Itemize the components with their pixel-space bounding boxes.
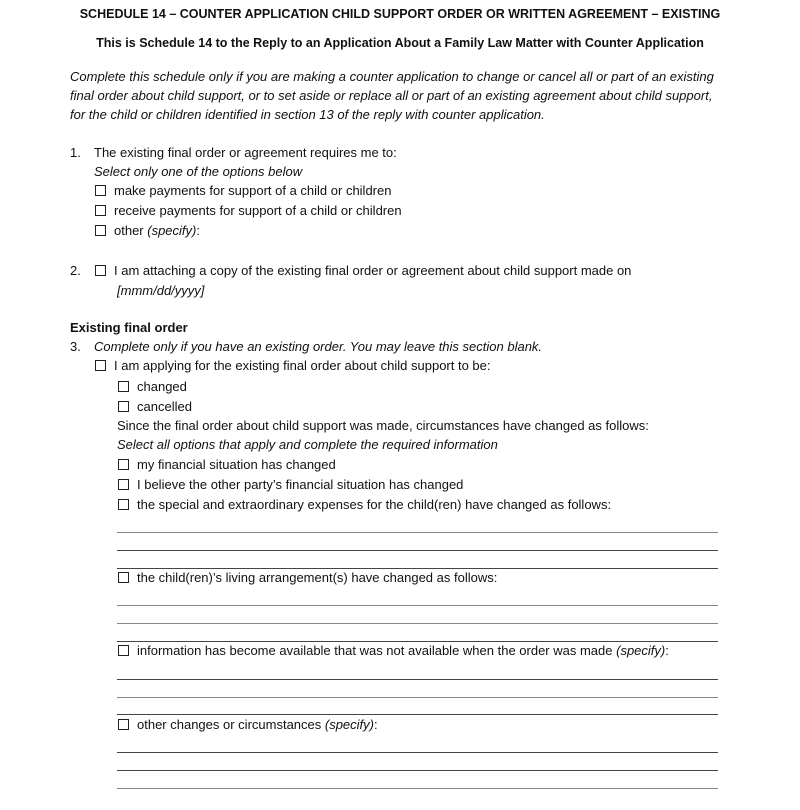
checkbox[interactable] <box>95 265 106 276</box>
option-my-financial-situation[interactable] <box>118 457 336 473</box>
option-label: the special and extraordinary expenses for the child(ren) have changed as follows: <box>137 497 612 512</box>
question-1-instruction: Select only one of the options below <box>94 164 303 179</box>
write-in-line[interactable] <box>117 532 718 533</box>
option-receive-payments[interactable] <box>95 203 402 219</box>
write-in-line[interactable] <box>117 550 718 551</box>
schedule-title: SCHEDULE 14 – COUNTER APPLICATION CHILD SUPPORT ORDER OR WRITTEN AGREEMENT – EXISTING <box>79 7 721 21</box>
checkbox[interactable] <box>118 719 129 730</box>
write-in-line[interactable] <box>117 752 718 753</box>
option-cancelled[interactable] <box>118 399 192 415</box>
option-attaching-copy[interactable] <box>95 263 631 279</box>
specify-hint: (specify) <box>324 717 374 732</box>
option-special-expenses[interactable] <box>118 497 611 513</box>
option-new-information[interactable] <box>118 643 669 659</box>
option-changed[interactable] <box>118 379 187 395</box>
option-label: I am applying for the existing final order about child support to be: <box>114 358 491 373</box>
option-label: information has become available that was not available when the order was made <box>137 643 617 658</box>
option-label: receive payments for support of a child or children <box>114 203 402 218</box>
option-living-arrangements[interactable] <box>118 570 497 586</box>
colon: : <box>196 223 200 238</box>
question-2-number: 2. <box>70 263 81 278</box>
checkbox[interactable] <box>95 205 106 216</box>
section-heading-existing-final-order: Existing final order <box>70 320 188 335</box>
intro-line-2: final order about child support, or to set aside or replace all or part of an existing agreement about child support, <box>70 88 713 103</box>
write-in-line[interactable] <box>117 641 718 642</box>
option-other-party-financial[interactable] <box>118 477 463 493</box>
intro-line-1: Complete this schedule only if you are making a counter application to change or cancel all or part of an existing <box>70 69 714 84</box>
option-other-changes[interactable] <box>118 717 378 733</box>
write-in-line[interactable] <box>117 679 718 680</box>
option-label: cancelled <box>137 399 192 414</box>
checkbox[interactable] <box>95 185 106 196</box>
option-label: my financial situation has changed <box>137 457 336 472</box>
write-in-line[interactable] <box>117 714 718 715</box>
checkbox[interactable] <box>118 401 129 412</box>
write-in-line[interactable] <box>117 770 718 771</box>
option-label: the child(ren)’s living arrangement(s) have changed as follows: <box>137 570 498 585</box>
checkbox[interactable] <box>118 499 129 510</box>
intro-line-3: for the child or children identified in section 13 of the reply with counter application. <box>70 107 545 122</box>
question-3-number: 3. <box>70 339 81 354</box>
specify-hint: (specify) <box>616 643 666 658</box>
checkbox[interactable] <box>118 479 129 490</box>
colon: : <box>374 717 378 732</box>
date-field[interactable]: [mmm/dd/yyyy] <box>117 283 205 298</box>
write-in-line[interactable] <box>117 605 718 606</box>
option-label: changed <box>137 379 187 394</box>
option-applying[interactable] <box>95 358 491 374</box>
question-1-text: The existing final order or agreement requires me to: <box>94 145 397 160</box>
checkbox[interactable] <box>118 381 129 392</box>
write-in-line[interactable] <box>117 623 718 624</box>
option-other[interactable] <box>95 223 200 239</box>
checkbox[interactable] <box>95 360 106 371</box>
colon: : <box>665 643 669 658</box>
checkbox[interactable] <box>95 225 106 236</box>
question-1-number: 1. <box>70 145 81 160</box>
checkbox[interactable] <box>118 572 129 583</box>
checkbox[interactable] <box>118 645 129 656</box>
write-in-line[interactable] <box>117 568 718 569</box>
option-label: make payments for support of a child or children <box>114 183 392 198</box>
option-label: other changes or circumstances <box>137 717 325 732</box>
write-in-line[interactable] <box>117 788 718 789</box>
option-label: I believe the other party’s financial situation has changed <box>137 477 464 492</box>
question-3-instruction: Complete only if you have an existing order. You may leave this section blank. <box>94 339 543 354</box>
schedule-subtitle: This is Schedule 14 to the Reply to an Application About a Family Law Matter with Counter Application <box>96 36 704 50</box>
select-all-instruction: Select all options that apply and complete the required information <box>117 437 498 452</box>
specify-hint: (specify) <box>147 223 197 238</box>
option-label: other <box>114 223 148 238</box>
option-label: I am attaching a copy of the existing final order or agreement about child support made on <box>114 263 632 278</box>
write-in-line[interactable] <box>117 697 718 698</box>
option-make-payments[interactable] <box>95 183 391 199</box>
checkbox[interactable] <box>118 459 129 470</box>
since-text: Since the final order about child support was made, circumstances have changed as follows: <box>117 418 649 433</box>
